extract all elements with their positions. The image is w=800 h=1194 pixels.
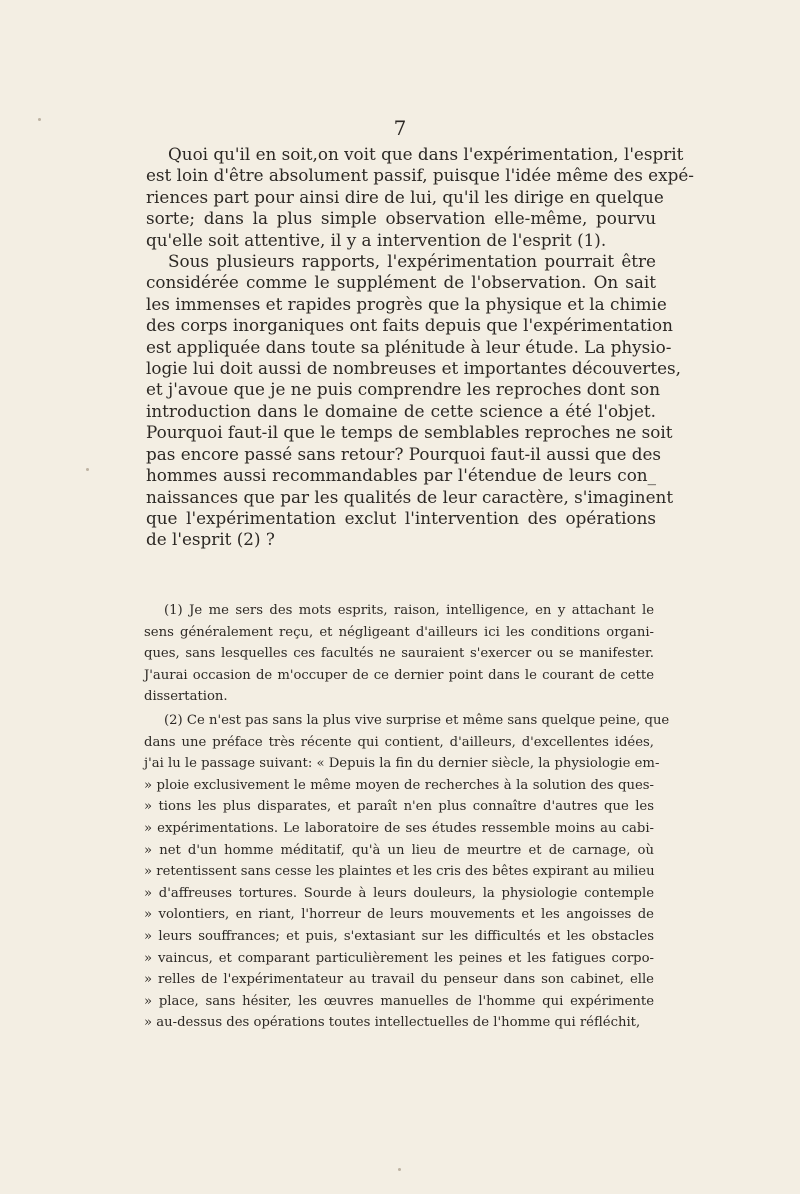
footnote-line: » expérimentations. Le laboratoire de ses études ressemble moins au cabi-	[144, 820, 654, 836]
footnote-line: (2) Ce n'est pas sans la plus vive surprise et même sans quelque peine, que	[164, 712, 670, 728]
footnote-line: » leurs souffrances; et puis, s'extasiant sur les difficultés et les obstacles	[144, 928, 654, 944]
footnote-line: » d'affreuses tortures. Sourde à leurs douleurs, la physiologie contemple	[144, 885, 654, 901]
text-line: hommes aussi recommandables par l'étendue de leurs con_	[146, 465, 656, 486]
paper-speck	[398, 1168, 401, 1171]
footnote-line: » au-dessus des opérations toutes intellectuelles de l'homme qui réfléchit,	[144, 1015, 641, 1031]
text-line: introduction dans le domaine de cette science a été l'objet.	[146, 400, 656, 421]
text-line: des corps inorganiques ont faits depuis que l'expérimentation	[146, 315, 673, 336]
text-line: naissances que par les qualités de leur caractère, s'imaginent	[146, 486, 674, 507]
footnote-line: dans une préface très récente qui contient, d'ailleurs, d'excellentes idées,	[144, 734, 654, 750]
text-line: et j'avoue que je ne puis comprendre les reproches dont son	[146, 379, 661, 400]
footnote-line: » ploie exclusivement le même moyen de recherches à la solution des ques-	[144, 777, 654, 793]
text-line: est appliquée dans toute sa plénitude à leur étude. La physio-	[146, 336, 672, 357]
text-line: les immenses et rapides progrès que la physique et la chimie	[146, 293, 667, 314]
footnote-line: » volontiers, en riant, l'horreur de leurs mouvements et les angoisses de	[144, 907, 654, 923]
footnote-line: ques, sans lesquelles ces facultés ne sauraient s'exercer ou se manifester.	[144, 646, 654, 662]
footnote-line: sens généralement reçu, et négligeant d'ailleurs ici les conditions organi-	[144, 624, 654, 640]
footnote-line: J'aurai occasion de m'occuper de ce dernier point dans le courant de cette	[144, 667, 654, 683]
main-text	[146, 144, 694, 551]
paper-speck	[38, 118, 41, 121]
text-line: de l'esprit (2) ?	[146, 529, 275, 550]
footnote-line: » retentissent sans cesse les plaintes et les cris des bêtes expirant au milieu	[144, 864, 655, 880]
footnote-line: » vaincus, et comparant particulièrement les peines et les fatigues corpo-	[144, 950, 654, 966]
footnote-line: j'ai lu le passage suivant: « Depuis la fin du dernier siècle, la physiologie em-	[144, 756, 660, 772]
footnote-line: » net d'un homme méditatif, qu'à un lieu de meurtre et de carnage, où	[144, 842, 654, 858]
footnote-2	[144, 710, 670, 1034]
paper-speck	[86, 468, 89, 471]
text-line: Sous plusieurs rapports, l'expérimentation pourrait être	[168, 251, 656, 272]
text-line: pas encore passé sans retour? Pourquoi faut-il aussi que des	[146, 443, 662, 464]
text-line: riences part pour ainsi dire de lui, qu'il les dirige en quelque	[146, 186, 664, 207]
page-number: 7	[393, 116, 407, 140]
footnote-1	[144, 600, 654, 708]
text-line: logie lui doit aussi de nombreuses et importantes découvertes,	[146, 358, 681, 379]
text-line: qu'elle soit attentive, il y a intervention de l'esprit (1).	[146, 229, 607, 250]
footnote-line: dissertation.	[144, 689, 228, 705]
footnotes	[144, 600, 670, 1036]
footnote-line: » tions les plus disparates, et paraît n'en plus connaître d'autres que les	[144, 799, 654, 815]
paragraph-1	[146, 144, 694, 251]
text-line: Quoi qu'il en soit,on voit que dans l'expérimentation, l'esprit	[168, 144, 684, 164]
text-line: que l'expérimentation exclut l'intervention des opérations	[146, 507, 656, 528]
text-line: sorte; dans la plus simple observation elle-même, pourvu	[146, 208, 656, 229]
footnote-line: » relles de l'expérimentateur au travail du penseur dans son cabinet, elle	[144, 972, 654, 988]
footnote-line: » place, sans hésiter, les œuvres manuelles de l'homme qui expérimente	[144, 993, 654, 1009]
text-line: considérée comme le supplément de l'observation. On sait	[146, 272, 656, 293]
text-line: est loin d'être absolument passif, puisque l'idée même des expé-	[146, 165, 694, 186]
text-line: Pourquoi faut-il que le temps de semblables reproches ne soit	[146, 422, 673, 443]
footnote-line: (1) Je me sers des mots esprits, raison, intelligence, en y attachant le	[164, 603, 654, 618]
paragraph-2	[146, 251, 681, 551]
